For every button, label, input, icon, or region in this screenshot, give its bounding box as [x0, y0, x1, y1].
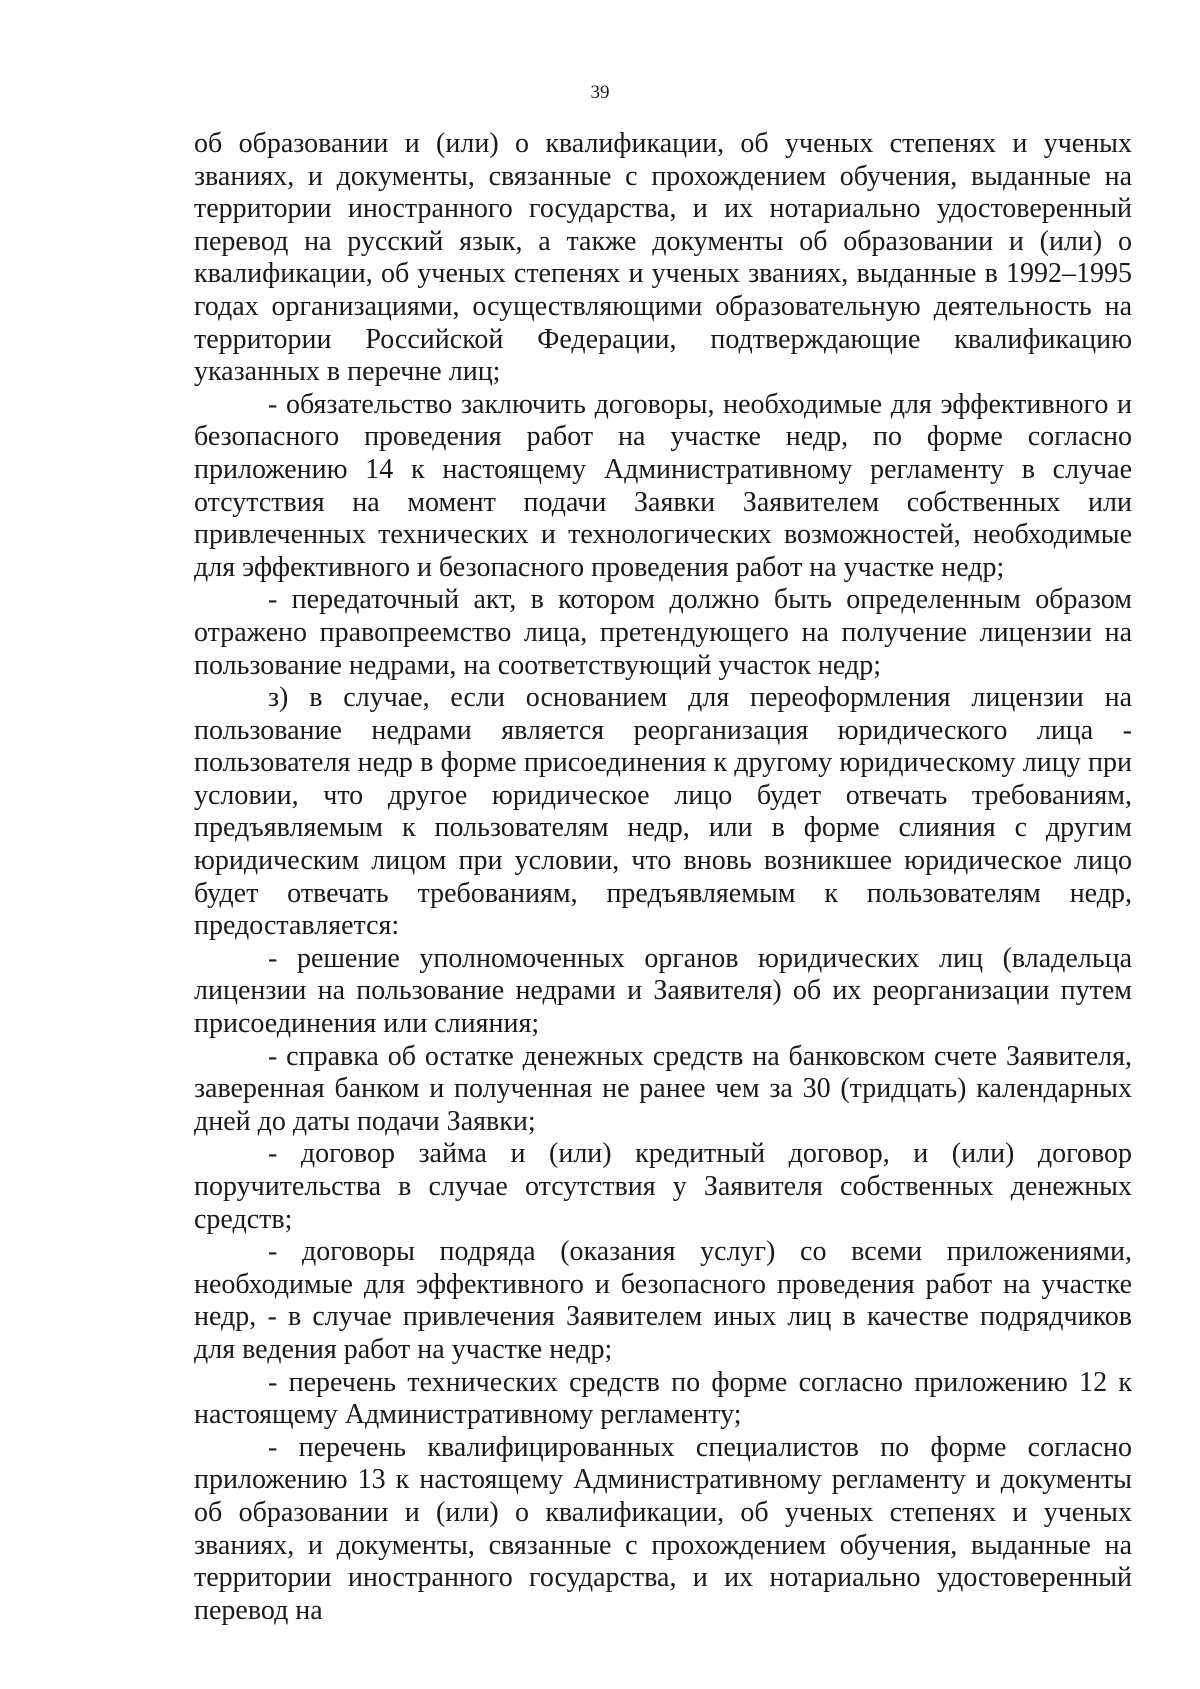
paragraph-technical-means: - перечень технических средств по форме согласно приложению 12 к настоящему Административному регламенту; — [194, 1366, 1132, 1431]
paragraph-transfer-act: - передаточный акт, в котором должно быть определенным образом отражено правопреемство лица, претендующего на получение лицензии на пользование недрами, на соответствующий участок недр; — [194, 584, 1132, 681]
paragraph-contract-agreements: - договоры подряда (оказания услуг) со всеми приложениями, необходимые для эффективного и безопасного проведения работ на участке недр, - в случае привлечения Заявителем иных лиц в качестве подрядчиков для ведения работ на участке недр; — [194, 1236, 1132, 1365]
paragraph-decision: - решение уполномоченных органов юридических лиц (владельца лицензии на пользование недрами и Заявителя) об их реорганизации путем присоединения или слияния; — [194, 942, 1132, 1040]
paragraph-continuation: об образовании и (или) о квалификации, об ученых степенях и ученых званиях, и документы, связанные с прохождением обучения, выданные на территории иностранного государства, и их нотариально удостоверенный перевод на русский язык, а также документы об образовании и (или) о квалификации, об ученых степенях и ученых званиях, выданные в 1992–1995 годах организациями, осуществляющими образовательную деятельность на территории Российской Федерации, подтверждающие квалификацию указанных в перечне лиц; — [194, 128, 1132, 388]
paragraph-specialists: - перечень квалифицированных специалистов по форме согласно приложению 13 к настоящему Административному регламенту и документы об образовании и (или) о квалификации, об ученых степенях и ученых званиях, и документы, связанные с прохождением обучения, выданные на территории иностранного государства, и их нотариально удостоверенный перевод на — [194, 1431, 1132, 1626]
document-body — [194, 128, 1132, 1627]
paragraph-obligation: - обязательство заключить договоры, необходимые для эффективного и безопасного проведения работ на участке недр, по форме согласно приложению 14 к настоящему Административному регламенту в случае отсутствия на момент подачи Заявки Заявителем собственных или привлеченных технических и технологических возможностей, необходимые для эффективного и безопасного проведения работ на участке недр; — [194, 388, 1132, 583]
page-number: 39 — [590, 82, 610, 103]
paragraph-loan-agreement: - договор займа и (или) кредитный договор, и (или) договор поручительства в случае отсутствия у Заявителя собственных денежных средств; — [194, 1138, 1132, 1235]
paragraph-bank-statement: - справка об остатке денежных средств на банковском счете Заявителя, заверенная банком и полученная не ранее чем за 30 (тридцать) календарных дней до даты подачи Заявки; — [194, 1040, 1132, 1137]
paragraph-item-z: з) в случае, если основанием для переоформления лицензии на пользование недрами является реорганизация юридического лица - пользователя недр в форме присоединения к другому юридическому лицу при условии, что другое юридическое лицо будет отвечать требованиям, предъявляемым к пользователям недр, или в форме слияния с другим юридическим лицом при условии, что вновь возникшее юридическое лицо будет отвечать требованиям, предъявляемым к пользователям недр, предоставляется: — [194, 682, 1132, 942]
